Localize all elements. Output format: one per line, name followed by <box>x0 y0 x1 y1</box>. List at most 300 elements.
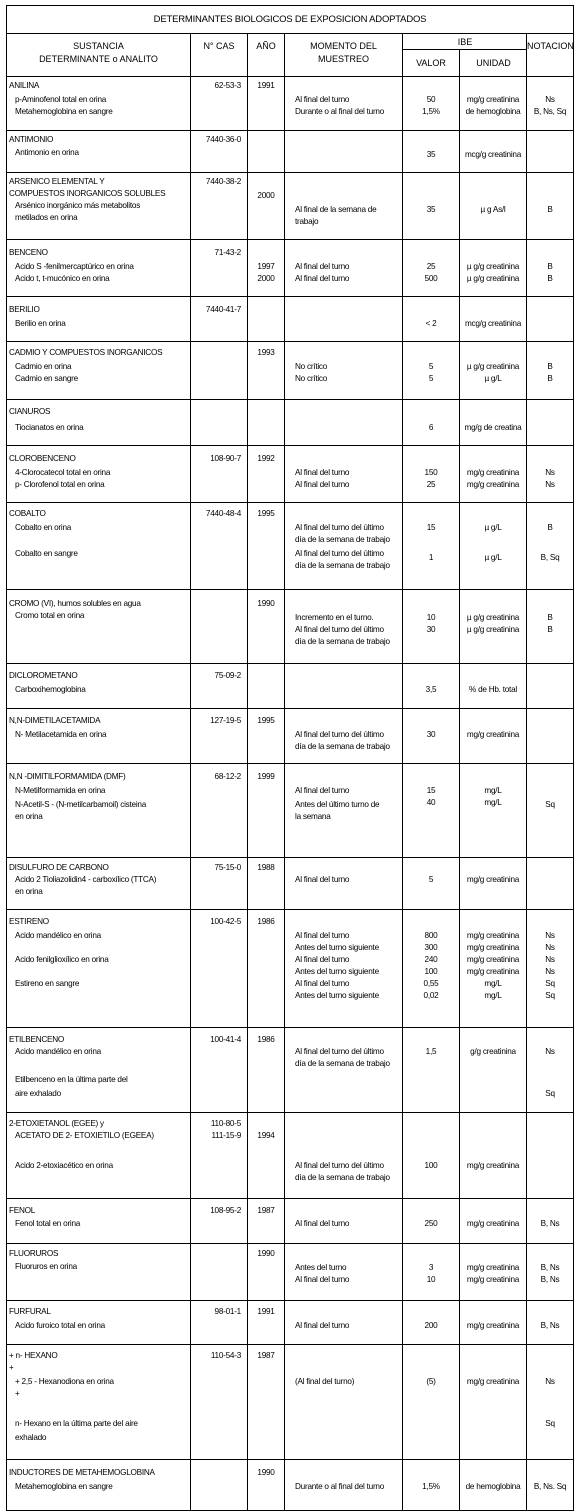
unit-text: mg/L <box>484 786 502 795</box>
substance-text: Acido mandélico en orina <box>15 1047 101 1056</box>
year-text: 1987 <box>257 1351 275 1360</box>
value-text: < 2 <box>425 319 437 328</box>
moment-text: Al final del turno <box>295 979 350 988</box>
notation-text: Ns <box>545 943 555 952</box>
substance-text: ARSENICO ELEMENTAL Y <box>9 177 105 186</box>
moment-text: día de la semana de trabajo <box>295 561 390 570</box>
notation-cell <box>527 764 573 857</box>
moment-cell <box>285 1113 403 1198</box>
value-text: 3,5 <box>425 685 437 694</box>
moment-text: Al final del turno del último <box>295 730 384 739</box>
notation-text: Ns <box>545 955 555 964</box>
unit-cell <box>460 910 527 1027</box>
notation-cell <box>527 858 573 909</box>
value-cell <box>403 590 460 663</box>
value-text: 40 <box>426 798 436 807</box>
substance-text: ACETATO DE 2- ETOXIETILO (EGEEA) <box>15 1131 154 1140</box>
year-text: 1990 <box>257 1468 275 1477</box>
unit-text: µ g/L <box>484 523 502 532</box>
cas-text: 108-95-2 <box>210 1206 241 1215</box>
moment-cell <box>285 1028 403 1112</box>
unit-cell <box>460 1460 527 1510</box>
unit-text: mg/g creatinina <box>466 468 520 477</box>
year-text: 1991 <box>257 1307 275 1316</box>
unit-text: mg/g creatinina <box>466 95 520 104</box>
value-text: 6 <box>428 423 434 432</box>
year-text: 1988 <box>257 863 275 872</box>
substance-text: CADMIO Y COMPUESTOS INORGANICOS <box>9 348 163 357</box>
value-cell <box>403 709 460 763</box>
moment-cell <box>285 240 403 296</box>
notation-text: Ns <box>545 95 555 104</box>
substance-cell <box>7 131 191 172</box>
substance-text: FENOL <box>9 1206 36 1215</box>
unit-cell <box>460 400 527 445</box>
unit-text: mg/g creatinina <box>466 1161 520 1170</box>
value-cell <box>403 1301 460 1344</box>
header-moment-line1: MOMENTO DEL <box>310 41 377 51</box>
cas-cell <box>191 297 248 341</box>
unit-text: mg/L <box>484 991 502 1000</box>
substance-cell <box>7 446 191 502</box>
moment-cell <box>285 1199 403 1243</box>
substance-text: ETILBENCENO <box>9 1035 65 1044</box>
substance-text: COBALTO <box>9 509 46 518</box>
substance-text: BERILIO <box>9 305 40 314</box>
bei-table <box>6 5 574 1511</box>
notation-text: B, Ns, Sq <box>533 107 567 116</box>
cas-text: 110-80-5 <box>210 1119 241 1128</box>
value-text: 500 <box>424 274 438 283</box>
substance-text: Arsénico inorgánico más metabolitos <box>15 201 141 210</box>
table-row <box>7 240 573 297</box>
year-text: 1992 <box>257 454 275 463</box>
notation-cell <box>527 1113 573 1198</box>
cas-text: 68-12-2 <box>214 772 241 781</box>
notation-text: Sq <box>545 1089 555 1098</box>
substance-text: + 2,5 - Hexanodiona en orina <box>15 1377 114 1386</box>
unit-cell <box>460 240 527 296</box>
notation-cell <box>527 131 573 172</box>
year-cell <box>248 590 285 663</box>
notation-cell <box>527 1199 573 1243</box>
moment-text: Al final del turno <box>295 274 350 283</box>
unit-cell <box>460 77 527 130</box>
moment-cell <box>285 131 403 172</box>
year-cell <box>248 1113 285 1198</box>
substance-text: INDUCTORES DE METAHEMOGLOBINA <box>9 1468 155 1477</box>
cas-cell <box>191 342 248 399</box>
substance-text: ESTIRENO <box>9 917 49 926</box>
header-substance-line2: DETERMINANTE o ANALITO <box>39 54 158 64</box>
moment-text: día de la semana de trabajo <box>295 1173 390 1182</box>
notation-text: B, Ns. Sq <box>533 1482 567 1491</box>
moment-cell <box>285 297 403 341</box>
moment-text: (Al final del turno) <box>295 1377 355 1386</box>
unit-text: mg/L <box>484 979 502 988</box>
notation-text: B, Ns <box>540 1219 560 1228</box>
unit-text: µ g/g creatinina <box>466 362 520 371</box>
year-cell <box>248 400 285 445</box>
value-text: 30 <box>426 730 436 739</box>
year-text: 1997 <box>257 262 275 271</box>
value-text: 300 <box>424 943 438 952</box>
year-cell <box>248 664 285 708</box>
value-text: 5 <box>428 374 434 383</box>
header-notation: NOTACION <box>527 41 574 51</box>
unit-text: µ g/L <box>484 374 502 383</box>
notation-text: B <box>547 374 553 383</box>
moment-text: No crítico <box>295 362 328 371</box>
table-row <box>7 1345 573 1460</box>
table-row <box>7 1301 573 1345</box>
moment-text: Al final del turno del último <box>295 549 384 558</box>
substance-text: en orina <box>15 887 43 896</box>
table-row <box>7 1028 573 1113</box>
substance-cell <box>7 858 191 909</box>
header-moment-line2: MUESTREO <box>317 54 369 64</box>
moment-text: Al final del turno <box>295 1219 350 1228</box>
table-row <box>7 342 573 400</box>
moment-cell <box>285 709 403 763</box>
table-row <box>7 503 573 590</box>
year-cell <box>248 1028 285 1112</box>
year-text: 1995 <box>257 509 275 518</box>
moment-text: No crítico <box>295 374 328 383</box>
substance-text: Tiocianatos en orina <box>15 423 84 432</box>
table-row <box>7 709 573 764</box>
notation-text: B <box>547 205 553 214</box>
value-cell <box>403 1244 460 1300</box>
moment-text: día de la semana de trabajo <box>295 535 390 544</box>
moment-text: día de la semana de trabajo <box>295 742 390 751</box>
cas-cell <box>191 503 248 589</box>
notation-text: B <box>547 625 553 634</box>
value-cell <box>403 131 460 172</box>
unit-text: µ g/L <box>484 553 502 562</box>
moment-cell <box>285 590 403 663</box>
substance-text: + <box>9 1363 14 1372</box>
value-text: 50 <box>426 95 436 104</box>
value-text: 200 <box>424 1321 438 1330</box>
substance-cell <box>7 400 191 445</box>
substance-text: Fenol total en orina <box>15 1219 81 1228</box>
cas-cell <box>191 1113 248 1198</box>
moment-text: Al final del turno del último <box>295 625 384 634</box>
year-cell <box>248 297 285 341</box>
notation-cell <box>527 503 573 589</box>
notation-text: Sq <box>545 979 555 988</box>
value-text: (5) <box>426 1377 436 1386</box>
cas-cell <box>191 910 248 1027</box>
unit-cell <box>460 764 527 857</box>
moment-text: Incremento en el turno. <box>295 613 374 622</box>
notation-cell <box>527 664 573 708</box>
year-cell <box>248 764 285 857</box>
notation-cell <box>527 1301 573 1344</box>
cas-text: 7440-48-4 <box>205 509 241 518</box>
substance-text: CROMO (VI), humos solubles en agua <box>9 599 141 608</box>
substance-text: Acido 2 Tioliazolidin4 - carboxílico (TTCA) <box>15 875 157 884</box>
year-cell <box>248 1460 285 1510</box>
moment-text: Al final de la semana de <box>295 205 377 214</box>
substance-text: Acido furoico total en orina <box>15 1321 105 1330</box>
unit-cell <box>460 1199 527 1243</box>
table-header <box>7 34 573 77</box>
moment-text: Durante o al final del turno <box>295 1482 385 1491</box>
moment-cell <box>285 173 403 239</box>
unit-cell <box>460 858 527 909</box>
year-cell <box>248 1244 285 1300</box>
substance-text: Acido 2-etoxiacético en orina <box>15 1161 113 1170</box>
value-cell <box>403 764 460 857</box>
notation-cell <box>527 1028 573 1112</box>
value-text: 800 <box>424 931 438 940</box>
year-text: 1999 <box>257 772 275 781</box>
substance-text: Berilio en orina <box>15 319 66 328</box>
unit-text: mcg/g creatinina <box>464 319 522 328</box>
value-cell <box>403 342 460 399</box>
cas-cell <box>191 858 248 909</box>
unit-cell <box>460 1301 527 1344</box>
cas-text: 100-41-4 <box>210 1035 241 1044</box>
header-substance-line1: SUSTANCIA <box>73 41 124 51</box>
table-row <box>7 1113 573 1199</box>
value-text: 30 <box>426 625 436 634</box>
moment-text: Antes del turno siguiente <box>295 943 379 952</box>
cas-text: 108-90-7 <box>210 454 241 463</box>
substance-text: DICLOROMETANO <box>9 671 78 680</box>
year-text: 1990 <box>257 599 275 608</box>
unit-text: mg/g creatinina <box>466 967 520 976</box>
table-row <box>7 1199 573 1244</box>
unit-cell <box>460 590 527 663</box>
moment-text: la semana <box>295 812 331 821</box>
value-text: 240 <box>424 955 438 964</box>
value-cell <box>403 1460 460 1510</box>
notation-text: B <box>547 613 553 622</box>
value-cell <box>403 1345 460 1459</box>
year-text: 1986 <box>257 1035 275 1044</box>
value-text: 250 <box>424 1219 438 1228</box>
year-cell <box>248 1199 285 1243</box>
value-cell <box>403 1113 460 1198</box>
substance-cell <box>7 709 191 763</box>
table-row <box>7 77 573 131</box>
year-text: 1987 <box>257 1206 275 1215</box>
moment-text: Antes del turno siguiente <box>295 967 379 976</box>
moment-text: día de la semana de trabajo <box>295 637 390 646</box>
value-text: 1,5% <box>422 107 440 116</box>
unit-text: mg/g creatinina <box>466 955 520 964</box>
notation-cell <box>527 590 573 663</box>
unit-cell <box>460 297 527 341</box>
substance-text: n- Hexano en la última parte del aire <box>15 1419 138 1428</box>
substance-text: CLOROBENCENO <box>9 454 76 463</box>
table-row <box>7 1244 573 1301</box>
notation-text: Sq <box>545 800 555 809</box>
substance-cell <box>7 342 191 399</box>
substance-text: Cobalto en sangre <box>15 549 78 558</box>
notation-cell <box>527 446 573 502</box>
substance-text: DISULFURO DE CARBONO <box>9 863 109 872</box>
unit-cell <box>460 342 527 399</box>
table-row <box>7 400 573 446</box>
value-text: 0,55 <box>423 979 439 988</box>
substance-text: BENCENO <box>9 248 48 257</box>
notation-text: B <box>547 262 553 271</box>
year-text: 1986 <box>257 917 275 926</box>
moment-cell <box>285 910 403 1027</box>
substance-cell <box>7 503 191 589</box>
substance-cell <box>7 1199 191 1243</box>
value-cell <box>403 297 460 341</box>
cas-cell <box>191 1028 248 1112</box>
unit-text: mg/L <box>484 798 502 807</box>
moment-text: Durante o al final del turno <box>295 107 385 116</box>
cas-text: 7440-38-2 <box>205 177 241 186</box>
substance-text: ANILINA <box>9 81 40 90</box>
moment-cell <box>285 1301 403 1344</box>
moment-cell <box>285 1345 403 1459</box>
substance-cell <box>7 1113 191 1198</box>
header-moment <box>285 34 403 76</box>
moment-cell <box>285 77 403 130</box>
substance-text: metilados en orina <box>15 213 78 222</box>
value-text: 100 <box>424 967 438 976</box>
notation-cell <box>527 910 573 1027</box>
unit-cell <box>460 1028 527 1112</box>
substance-text: Acido S -fenilmercaptúrico en orina <box>15 262 134 271</box>
moment-cell <box>285 503 403 589</box>
cas-text: 127-19-5 <box>210 716 241 725</box>
unit-text: mg/g de creatina <box>464 423 522 432</box>
substance-text: Cadmio en sangre <box>15 374 78 383</box>
value-text: 10 <box>426 613 436 622</box>
notation-text: B, Sq <box>540 553 560 562</box>
table-row <box>7 590 573 664</box>
value-text: 15 <box>426 786 436 795</box>
moment-text: Al final del turno del último <box>295 523 384 532</box>
cas-text: 98-01-1 <box>214 1307 241 1316</box>
cas-cell <box>191 131 248 172</box>
substance-text: N-Metilformamida en orina <box>15 786 106 795</box>
unit-text: mg/g creatinina <box>466 931 520 940</box>
value-cell <box>403 173 460 239</box>
cas-cell <box>191 1244 248 1300</box>
moment-text: Antes del turno <box>295 1263 347 1272</box>
notation-cell <box>527 709 573 763</box>
cas-text: 100-42-5 <box>210 917 241 926</box>
year-text: 1991 <box>257 81 275 90</box>
substance-text: exhalado <box>15 1433 47 1442</box>
unit-text: de hemoglobina <box>465 1482 521 1491</box>
substance-text: N-Acetil-S - (N-metilcarbamoil) cisteina <box>15 800 147 809</box>
year-cell <box>248 446 285 502</box>
cas-cell <box>191 1460 248 1510</box>
substance-text: Metahemoglobina en sangre <box>15 1482 113 1491</box>
cas-cell <box>191 240 248 296</box>
moment-cell <box>285 400 403 445</box>
moment-text: Al final del turno <box>295 786 350 795</box>
value-text: 150 <box>424 468 438 477</box>
unit-text: µ g/g creatinina <box>466 625 520 634</box>
substance-text: N- Metilacetamida en orina <box>15 730 107 739</box>
unit-text: mg/g creatinina <box>466 1275 520 1284</box>
notation-text: Sq <box>545 1419 555 1428</box>
substance-text: ANTIMONIO <box>9 135 54 144</box>
substance-text: 2-ETOXIETANOL (EGEE) y <box>9 1119 104 1128</box>
substance-text: FURFURAL <box>9 1307 51 1316</box>
year-text: 2000 <box>257 191 275 200</box>
substance-text: en orina <box>15 812 43 821</box>
value-cell <box>403 240 460 296</box>
unit-text: mg/g creatinina <box>466 1263 520 1272</box>
cas-cell <box>191 1301 248 1344</box>
year-text: 2000 <box>257 274 275 283</box>
moment-text: trabajo <box>295 217 319 226</box>
notation-cell <box>527 400 573 445</box>
header-year: AÑO <box>248 34 285 76</box>
moment-cell <box>285 1244 403 1300</box>
substance-text: p- Clorofenol total en orina <box>15 480 105 489</box>
cas-text: 75-15-0 <box>214 863 241 872</box>
value-text: 15 <box>426 523 436 532</box>
notation-cell <box>527 240 573 296</box>
substance-cell <box>7 764 191 857</box>
notation-text: B, Ns <box>540 1263 560 1272</box>
year-cell <box>248 131 285 172</box>
moment-text: Al final del turno del último <box>295 1047 384 1056</box>
value-text: 5 <box>428 362 434 371</box>
cas-cell <box>191 590 248 663</box>
substance-cell <box>7 1301 191 1344</box>
moment-text: Al final del turno del último <box>295 1161 384 1170</box>
unit-cell <box>460 131 527 172</box>
value-text: 35 <box>426 150 436 159</box>
notation-cell <box>527 1345 573 1459</box>
cas-cell <box>191 173 248 239</box>
cas-cell <box>191 709 248 763</box>
moment-text: Al final del turno <box>295 262 350 271</box>
notation-text: B <box>547 523 553 532</box>
cas-text: 111-15-9 <box>211 1131 241 1140</box>
notation-text: B <box>547 274 553 283</box>
substance-text: Cadmio en orina <box>15 362 72 371</box>
moment-cell <box>285 858 403 909</box>
header-unit: UNIDAD <box>476 58 511 68</box>
substance-text: Acido fenilglioxílico en orina <box>15 955 109 964</box>
moment-text: Al final del turno <box>295 1275 350 1284</box>
notation-cell <box>527 1460 573 1510</box>
value-cell <box>403 1028 460 1112</box>
moment-text: Al final del turno <box>295 95 350 104</box>
substance-text: Fluoruros en orina <box>15 1262 77 1271</box>
value-text: 3 <box>428 1263 434 1272</box>
substance-cell <box>7 1345 191 1459</box>
substance-text: Estireno en sangre <box>15 979 80 988</box>
moment-text: Al final del turno <box>295 955 350 964</box>
notation-text: Ns <box>545 931 555 940</box>
substance-text: 4-Clorocatecol total en orina <box>15 468 111 477</box>
unit-text: mg/g creatinina <box>466 1377 520 1386</box>
header-substance <box>7 34 191 76</box>
moment-text: Al final del turno <box>295 931 350 940</box>
notation-cell <box>527 297 573 341</box>
year-text: 1993 <box>257 348 275 357</box>
substance-text: Carboxihemoglobina <box>15 685 86 694</box>
unit-text: mg/g creatinina <box>466 1219 520 1228</box>
